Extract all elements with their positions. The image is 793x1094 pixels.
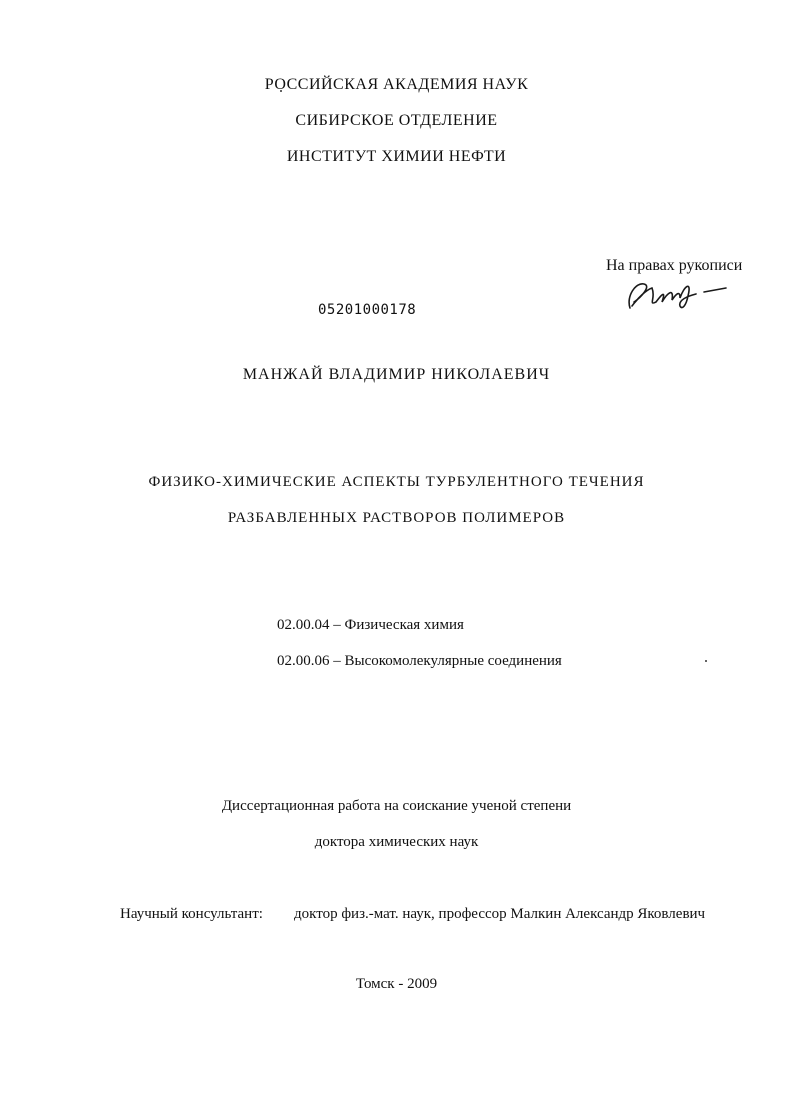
branch-name: СИБИРСКОЕ ОТДЕЛЕНИЕ [295, 112, 498, 129]
degree-line-1: Диссертационная работа на соискание ученой степени [221, 798, 572, 814]
specialty-physical-chemistry: 02.00.04 – Физическая химия [277, 617, 464, 633]
manuscript-note: На правах рукописи [606, 257, 743, 274]
title-line-2: РАЗБАВЛЕННЫХ РАСТВОРОВ ПОЛИМЕРОВ [227, 510, 566, 526]
signature-image [622, 276, 732, 316]
title-line-1: ФИЗИКО-ХИМИЧЕСКИЕ АСПЕКТЫ ТУРБУЛЕНТНОГО ТЕЧЕНИЯ [148, 474, 645, 490]
document-number: 05201000178 [318, 302, 417, 318]
consultant-label: Научный консультант: [120, 906, 263, 922]
specialty-macromolecular: 02.00.06 – Высокомолекулярные соединения [277, 653, 562, 669]
stray-dot [705, 660, 707, 662]
place-year: Томск - 2009 [355, 976, 438, 992]
author-name: МАНЖАЙ ВЛАДИМИР НИКОЛАЕВИЧ [242, 366, 551, 383]
consultant-name: доктор физ.-мат. наук, профессор Малкин Александр Яковлевич [294, 906, 706, 922]
degree-line-2: доктора химических наук [314, 834, 479, 850]
academy-name: РОССИЙСКАЯ АКАДЕМИЯ НАУК [264, 76, 529, 93]
institute-name: ИНСТИТУТ ХИМИИ НЕФТИ [286, 148, 507, 165]
